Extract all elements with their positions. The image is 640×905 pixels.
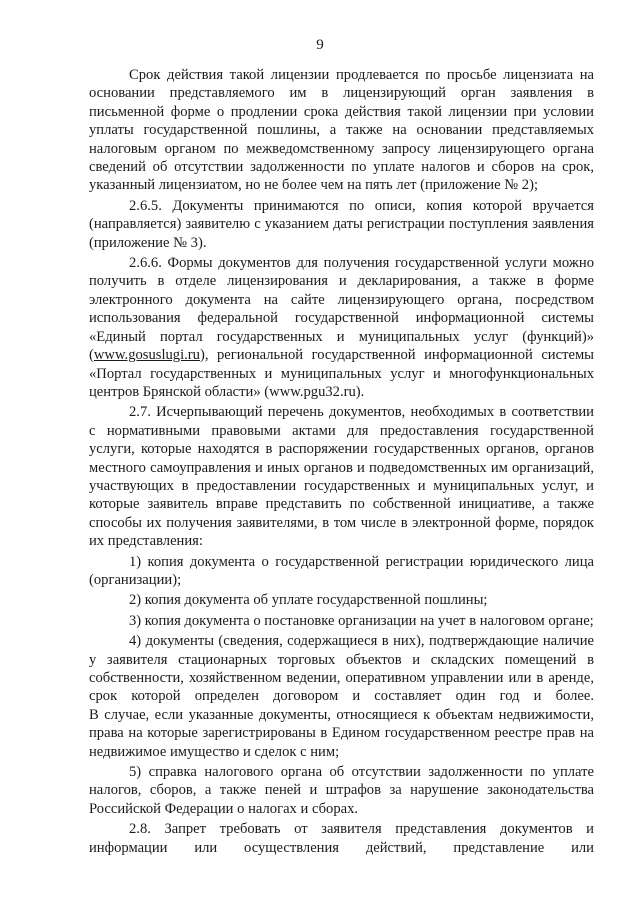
paragraph-2-6-6-text-end: ), региональной государственной информационной системы «Портал государственных и муниципальных услуг и многофункциональных центров Брянской области» (www.pgu32.ru).	[89, 347, 594, 400]
paragraph-2-6-5: 2.6.5. Документы принимаются по описи, копия которой вручается (направляется) заявителю с указанием даты регистрации поступления заявления (приложение № 3).	[89, 197, 594, 251]
list-item-4: 4) документы (сведения, содержащиеся в них), подтверждающие наличие у заявителя стационарных торговых объектов и складских помещений в собственности, хозяйственном ведении, оперативном управлении или в аренде, срок которой определен договором и составляет один год и более.	[89, 633, 594, 705]
paragraph-2-6-6-text-start: 2.6.6. Формы документов для получения государственной услуги можно получить в отделе лицензирования и декларирования, а также в форме электронного документа на сайте лицензирующего органа, посредством использования федеральной государственной информационной системы «Единый портал государственных и муниципальных услуг (функций)» (	[89, 255, 594, 364]
list-item-3: 3) копия документа о постановке организации на учет в налоговом органе;	[129, 612, 594, 629]
paragraph-2-6-6	[89, 254, 594, 401]
paragraph-2-7: 2.7. Исчерпывающий перечень документов, необходимых в соответствии с нормативными правовыми актами для предоставления государственной услуги, которые находятся в распоряжении государственных органов, органов местного самоуправления и иных органов и подведомственных им организаций, участвующих в предоставлении государственных и муниципальных услуг, и которые заявитель вправе представить по собственной инициативе, а также способы их получения заявителями, в том числе в электронной форме, порядок их представления:	[89, 404, 594, 550]
page-number: 9	[316, 37, 324, 53]
list-item-1: 1) копия документа о государственной регистрации юридического лица (организации);	[89, 553, 594, 588]
gosuslugi-link[interactable]: www.gosuslugi.ru	[93, 347, 200, 364]
paragraph-2-8: 2.8. Запрет требовать от заявителя представления документов и информации или осуществления действий, представление или	[89, 821, 594, 856]
document-body	[89, 66, 594, 857]
paragraph-license-term: Срок действия такой лицензии продлевается по просьбе лицензиата на основании представляемого им в лицензирующий орган заявления в письменной форме о продлении срока действия такой лицензии при условии уплаты государственной пошлины, а также на основании представляемых налоговым органом по межведомственному запросу лицензирующего органа сведений об отсутствии задолженности по уплате налогов и сборов на срок, указанный лицензиатом, но не более чем на пять лет (приложение № 2);	[89, 67, 594, 194]
list-item-5: 5) справка налогового органа об отсутствии задолженности по уплате налогов, сборов, а также пеней и штрафов за нарушение законодательства Российской Федерации о налогах и сборах.	[89, 764, 594, 817]
list-item-2: 2) копия документа об уплате государственной пошлины;	[129, 592, 488, 609]
list-item-4-continuation: В случае, если указанные документы, относящиеся к объектам недвижимости, права на которые зарегистрированы в Едином государственном реестре прав на недвижимое имущество и сделок с ним;	[89, 706, 594, 760]
